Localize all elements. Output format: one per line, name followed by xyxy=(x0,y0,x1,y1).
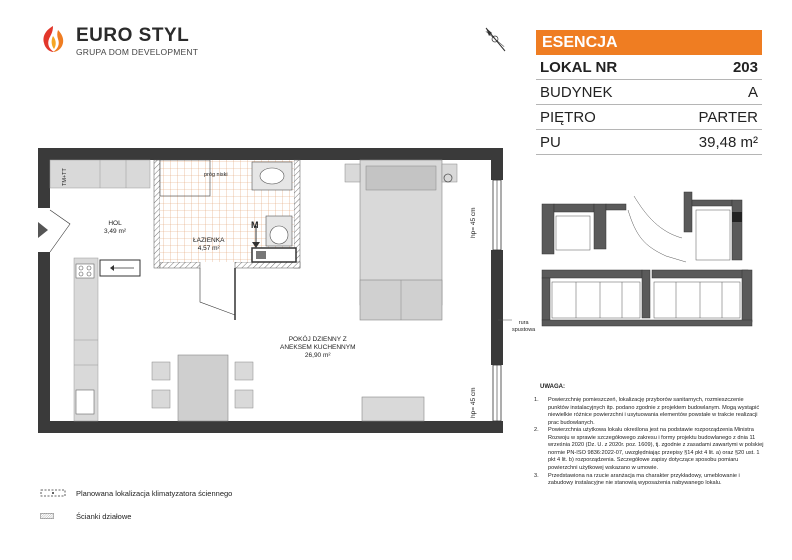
dining-table xyxy=(178,355,228,421)
threshold-label: próg niski xyxy=(204,172,228,178)
note-item: 3. Przedstawiona na rzucie aranżacja ma charakter przykładowy, umeblowanie i zabudowy instalacyjne nie stanowią wyposażenia nabywanego lokalu. xyxy=(534,472,740,487)
row-value: 203 xyxy=(732,58,758,76)
brand-name: EURO STYL xyxy=(76,25,190,46)
floor-plan xyxy=(30,140,536,445)
apartment-info-panel xyxy=(536,30,762,155)
row-unit-number xyxy=(536,55,762,80)
legend-ac: Planowana lokalizacja klimatyzatora ściennego xyxy=(40,488,232,498)
downpipe-label: rura spustowa xyxy=(512,320,536,333)
row-value: PARTER xyxy=(698,108,758,126)
notes xyxy=(534,383,764,488)
row-label: LOKAL NR xyxy=(540,58,618,76)
note-item: 2. Powierzchnia użytkowa lokalu określona jest na podstawie rozporządzenia Ministra Rozwoju w sprawie szczegółowego zakresu i formy projektu budowlanego z dnia 11 września 2020 (Dz. U. z 2020r. poz. 1609), tj. zgodnie z zasadami zawartymi w polskiej normie PN-ISO 9836:2022-07, uwzględniając przepisy §14 pkt 4 lit. a) oraz §20 ust. 1 pkt 4 lit. b) rozporządzenia. Szczegółowe zapisy dotyczące sposobu pomiaru powierzchni użytkowej wskazano w umowie. xyxy=(534,427,764,472)
hatched-wall-icon xyxy=(40,510,54,522)
wall-top xyxy=(38,148,503,160)
site-map xyxy=(536,186,760,332)
window-height-bottom: hp= 45 cm xyxy=(470,387,477,418)
note-item: 1. Powierzchnię pomieszczeń, lokalizację przyborów sanitarnych, rozmieszczenie punktów instalacyjnych itp. podano zgodnie z projektem budowlanym. Mogą wystąpić niewielkie różnice powierzchni i usytuowania elementów powstałe w trakcie realizacji prac budowlanych. xyxy=(534,397,760,426)
row-value: A xyxy=(747,83,758,101)
row-label: PU xyxy=(540,133,561,151)
row-floor xyxy=(536,105,762,130)
hol-label: HOL 3,49 m² xyxy=(104,220,127,236)
row-label: PIĘTRO xyxy=(540,108,596,126)
brand-subtitle: GRUPA DOM DEVELOPMENT xyxy=(76,47,199,57)
legend-walls: Ścianki działowe xyxy=(40,510,131,522)
brand-logo xyxy=(38,24,198,60)
row-area xyxy=(536,130,762,155)
sink xyxy=(76,390,94,414)
living-room-label: POKÓJ DZIENNY Z ANEKSEM KUCHENNYM 26,90 m² xyxy=(280,336,356,360)
row-building xyxy=(536,80,762,105)
meter-label: M xyxy=(251,220,259,230)
flame-logo-icon xyxy=(38,24,68,54)
window-height-top: hp= 45 cm xyxy=(470,207,477,238)
air-conditioner-icon xyxy=(40,488,66,498)
wall-left xyxy=(38,148,50,433)
tv-cabinet xyxy=(362,397,424,421)
floor-plan-drawing xyxy=(30,140,520,445)
wardrobe-tag: TM+TT xyxy=(62,168,68,186)
cooktop xyxy=(76,264,94,278)
bathroom-label: ŁAZIENKA 4,57 m² xyxy=(193,237,225,253)
wall-bottom xyxy=(38,421,503,433)
row-value: 39,48 m² xyxy=(698,133,758,151)
north-arrow-icon xyxy=(480,24,510,54)
row-label: BUDYNEK xyxy=(540,83,613,101)
unit-location-marker xyxy=(732,212,742,222)
project-name: ESENCJA xyxy=(536,30,762,55)
notes-title: UWAGA: xyxy=(540,384,565,390)
